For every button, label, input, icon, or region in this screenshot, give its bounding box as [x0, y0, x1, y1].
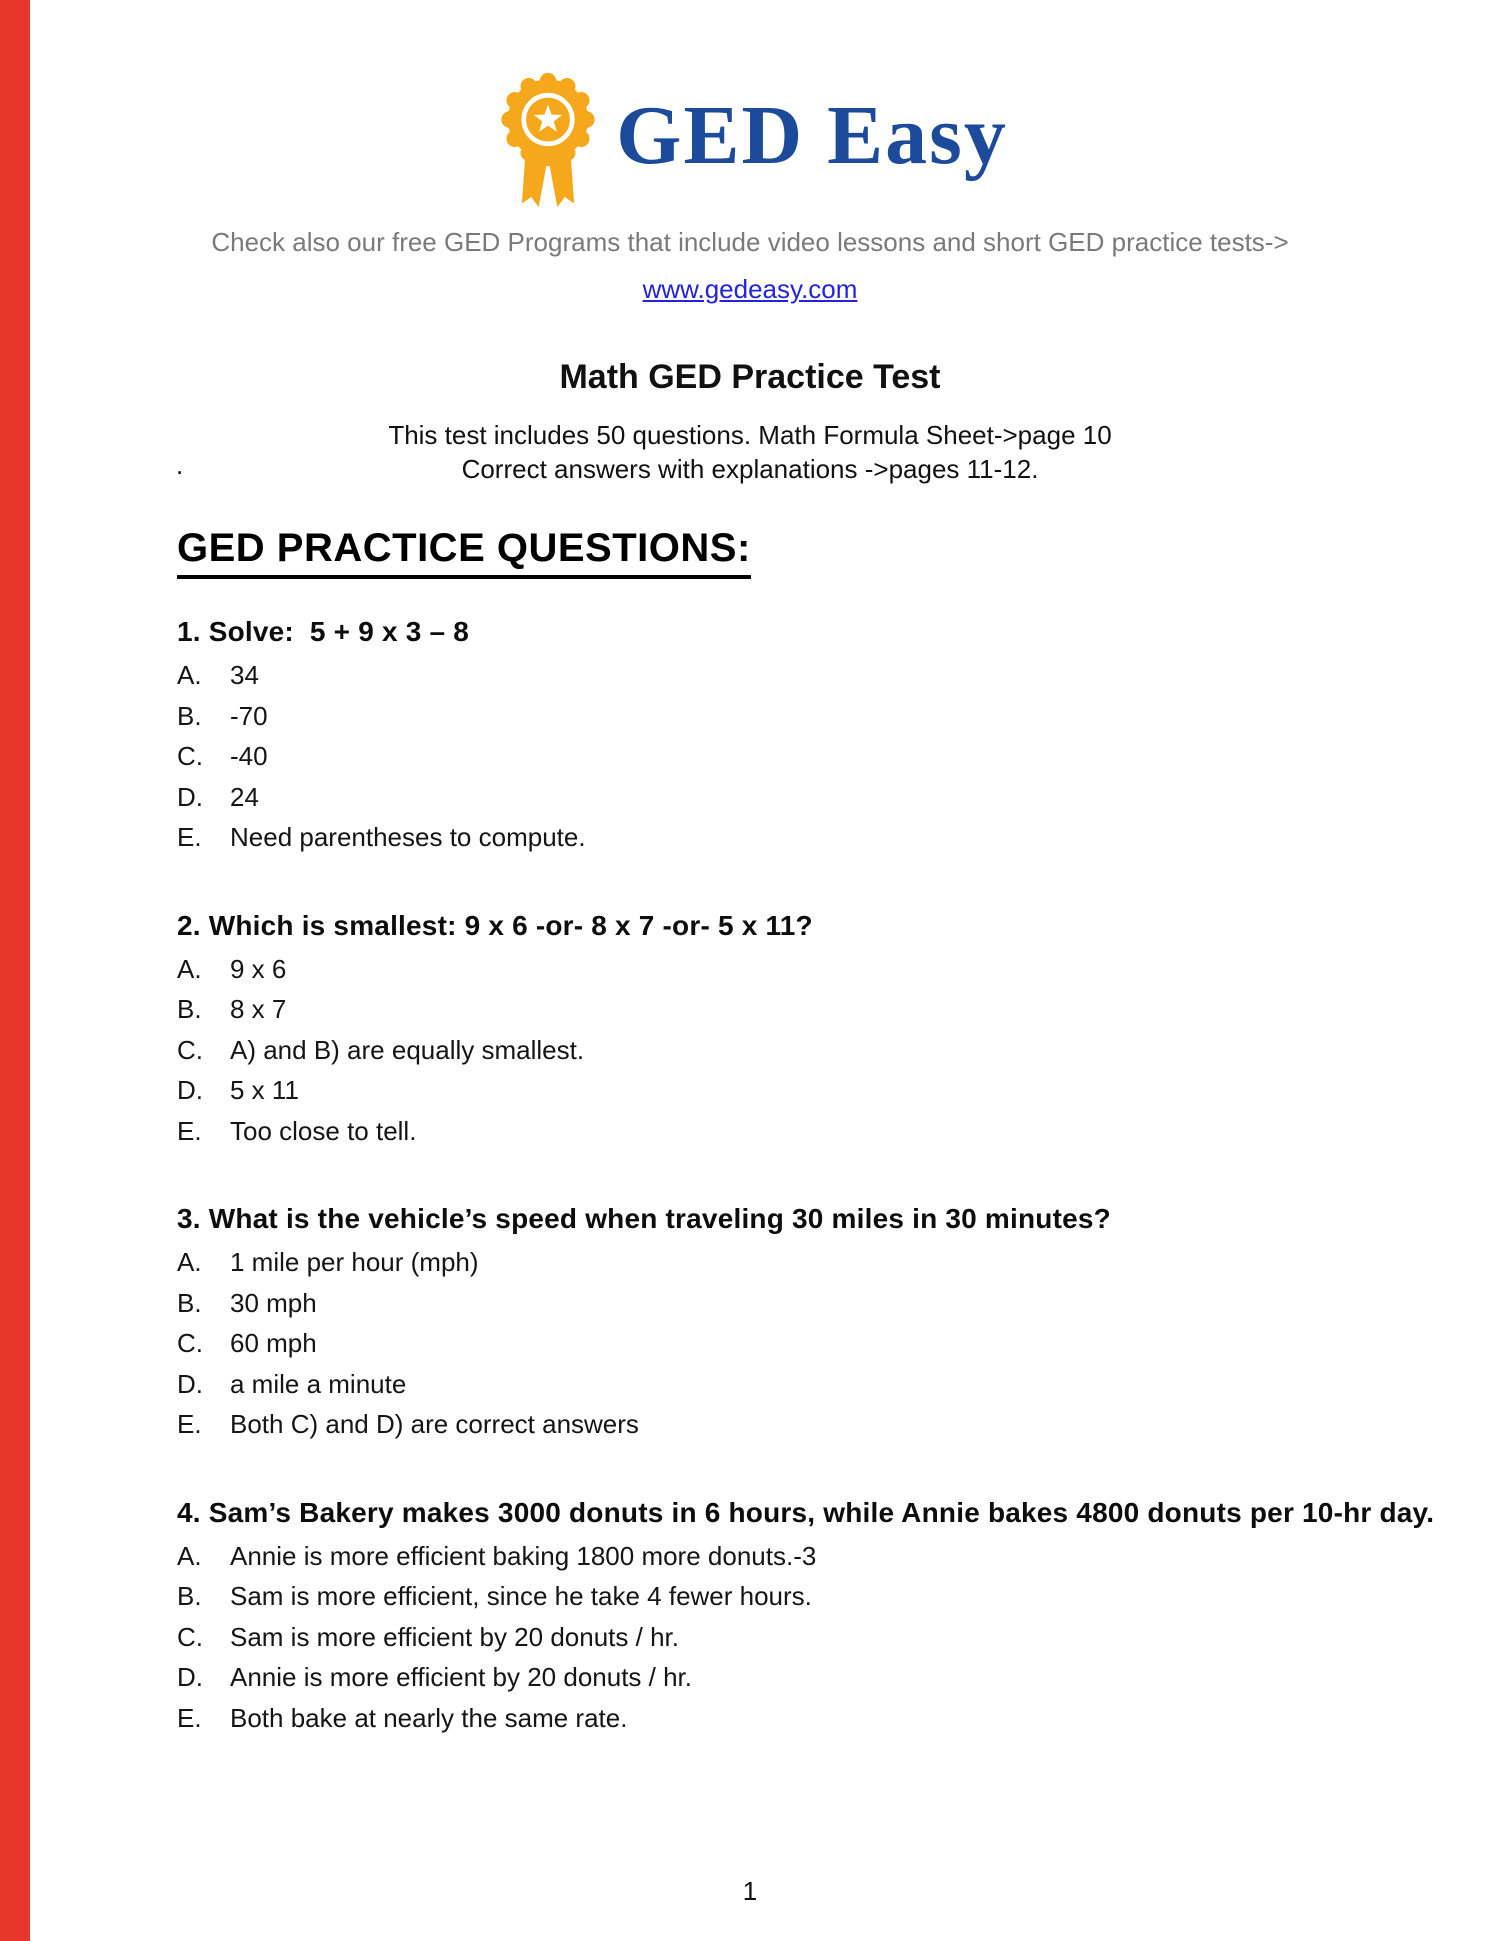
option-letter: D.: [177, 1662, 203, 1692]
brand-wordmark: GED Easy: [616, 89, 1008, 182]
option-row: [177, 1617, 1447, 1658]
option-text: a mile a minute: [230, 1368, 407, 1399]
option-letter: C.: [177, 1034, 203, 1065]
question-prompt: 2. Which is smallest: 9 x 6 -or- 8 x 7 -or- 5 x 11?: [177, 909, 813, 941]
option-row: [177, 1111, 1447, 1152]
option-row: [177, 989, 1447, 1030]
option-text: Annie is more efficient by 20 donuts / hr.: [230, 1662, 693, 1692]
question-block-1: [177, 612, 1447, 858]
option-text: 60 mph: [230, 1328, 317, 1358]
option-text: Sam is more efficient, since he take 4 fewer hours.: [230, 1581, 812, 1611]
option-letter: D.: [177, 781, 203, 812]
option-letter: D.: [177, 1075, 203, 1105]
option-letter: E.: [177, 822, 202, 852]
option-text: 8 x 7: [230, 994, 287, 1024]
option-letter: C.: [177, 1328, 203, 1358]
option-text: Both C) and D) are correct answers: [230, 1409, 639, 1439]
option-text: -40: [230, 741, 268, 771]
option-letter: A.: [177, 660, 202, 690]
option-text: Need parentheses to compute.: [230, 822, 586, 852]
section-heading: GED PRACTICE QUESTIONS:: [177, 526, 751, 571]
option-letter: E.: [177, 1702, 202, 1733]
option-row: [177, 817, 1447, 858]
option-letter: A.: [177, 1540, 202, 1571]
option-text: 24: [230, 781, 259, 812]
option-letter: C.: [177, 1621, 203, 1652]
option-row: [177, 777, 1447, 818]
question-prompt: 4. Sam’s Bakery makes 3000 donuts in 6 hours, while Annie bakes 4800 donuts per 10-hr day.: [177, 1496, 1435, 1528]
option-letter: B.: [177, 700, 202, 731]
option-row: [177, 1283, 1447, 1324]
option-row: [177, 1242, 1447, 1283]
option-row: [177, 1657, 1447, 1698]
option-row: [177, 1404, 1447, 1445]
option-letter: D.: [177, 1368, 203, 1399]
page-number: 1: [742, 1876, 758, 1906]
option-row: [177, 1576, 1447, 1617]
option-row: [177, 1698, 1447, 1739]
question-block-4: [177, 1493, 1447, 1739]
option-row: [177, 696, 1447, 737]
option-row: [177, 1364, 1447, 1405]
question-block-2: [177, 906, 1447, 1152]
option-letter: E.: [177, 1115, 202, 1146]
option-row: [177, 1323, 1447, 1364]
website-link[interactable]: www.gedeasy.com: [642, 274, 858, 304]
option-row: [177, 1030, 1447, 1071]
option-row: [177, 736, 1447, 777]
page-title: Math GED Practice Test: [559, 358, 941, 396]
question-prompt: 1. Solve: 5 + 9 x 3 – 8: [177, 616, 469, 647]
option-row: [177, 655, 1447, 696]
medal-icon: [492, 71, 604, 211]
option-text: Sam is more efficient by 20 donuts / hr.: [230, 1621, 679, 1652]
option-text: 9 x 6: [230, 953, 287, 984]
questions-list: [177, 612, 1447, 1786]
subtitle-line-2: Correct answers with explanations ->pages 11-12.: [461, 454, 1039, 484]
option-text: Too close to tell.: [230, 1115, 417, 1146]
option-text: Both bake at nearly the same rate.: [230, 1702, 628, 1733]
option-row: [177, 1070, 1447, 1111]
option-text: A) and B) are equally smallest.: [230, 1034, 585, 1065]
option-letter: B.: [177, 994, 202, 1024]
option-text: Annie is more efficient baking 1800 more donuts.-3: [230, 1540, 817, 1571]
option-row: [177, 1536, 1447, 1577]
promo-text: Check also our free GED Programs that include video lessons and short GED practice tests->: [211, 227, 1289, 257]
option-letter: A.: [177, 953, 202, 984]
ged-easy-logo: [0, 70, 1500, 212]
website-link-row: [0, 274, 1500, 305]
option-text: 1 mile per hour (mph): [230, 1247, 479, 1277]
option-row: [177, 949, 1447, 990]
option-letter: A.: [177, 1247, 202, 1277]
option-text: -70: [230, 700, 268, 731]
option-letter: B.: [177, 1581, 202, 1611]
option-text: 30 mph: [230, 1287, 317, 1318]
option-letter: C.: [177, 741, 203, 771]
option-text: 5 x 11: [230, 1075, 299, 1105]
stray-period: .: [176, 450, 184, 480]
question-block-3: [177, 1199, 1447, 1445]
option-letter: E.: [177, 1409, 202, 1439]
subtitle-line-1: This test includes 50 questions. Math Formula Sheet->page 10: [388, 420, 1112, 450]
option-letter: B.: [177, 1287, 202, 1318]
question-prompt: 3. What is the vehicle’s speed when traveling 30 miles in 30 minutes?: [177, 1203, 1111, 1234]
option-text: 34: [230, 660, 259, 690]
